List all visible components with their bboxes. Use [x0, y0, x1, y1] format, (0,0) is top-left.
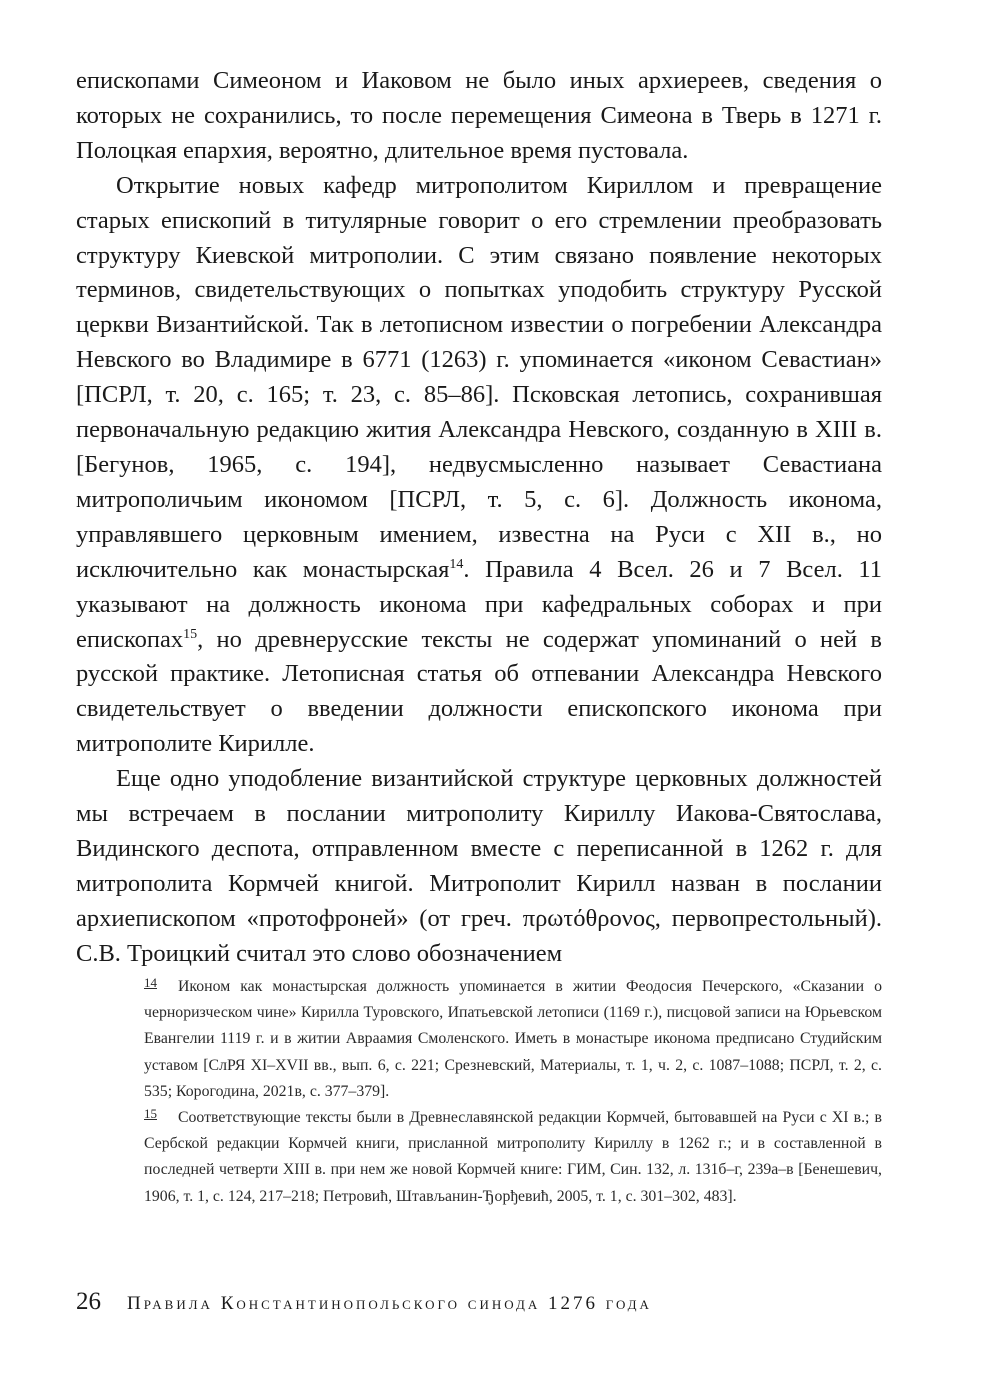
paragraph-3: Еще одно уподобление византийской структуре церковных должностей мы встречаем в послании митрополиту Кириллу Иакова-Святослава, Видинского деспота, отправленном вместе с переписанной в 1262 г. для митрополита Кормчей книгой. Митрополит Кирилл назван в послании архиепископом «протофроней» (от греч. πρωτόθρονος, первопрестольный). С.В. Троицкий считал это слово обозначением	[76, 765, 882, 967]
paragraph-2-part-a: Открытие новых кафедр митрополитом Кириллом и превращение старых епископий в титулярные говорит о его стремлении преобразовать структуру Киевской митрополии. С этим связано появление некоторых терминов, свидетельствующих о попытках уподобить структуру Русской церкви Византийской. Так в летописном известии о погребении Александра Невского во Владимире в 6771 (1263) г. упоминается «иконом Севастиан» [ПСРЛ, т. 20, с. 165; т. 23, с. 85–86]. Псковская летопись, сохранившая первоначальную редакцию жития Александра Невского, созданную в XIII в. [Бегунов, 1965, с. 194], недвусмысленно называет Севастиана митрополичьим икономом [ПСРЛ, т. 5, с. 6]. Должность иконома, управлявшего церковным имением, известна на Руси с XII в., но исключительно как монастырская	[76, 171, 882, 583]
paragraph-2	[76, 169, 882, 762]
footnote-15	[144, 1105, 882, 1210]
paragraph-2-part-c: , но древнерусские тексты не содержат упоминаний о ней в русской практике. Летописная статья об отпевании Александра Невского свидетельствует о введении должности епископского иконома при митрополите Кирилле.	[76, 625, 882, 758]
footnote-number: 15	[144, 1106, 157, 1122]
footnote-ref-15[interactable]: 15	[183, 626, 198, 642]
footnote-number: 14	[144, 975, 157, 990]
footnotes	[144, 974, 882, 1210]
book-title: Правила Константинопольского синода 1276 года	[127, 1293, 652, 1314]
footnote-text: Иконом как монастырская должность упоминается в житии Феодосия Печерского, «Сказании о черноризческом чине» Кирилла Туровского, Ипатьевской летописи (1169 г.), писцовой записи на Юрьевском Евангелии 1119 г. и в житии Авраамия Смоленского. Иметь в монастыре иконома предписано Студийским уставом [СлРЯ XI–XVII вв., вып. 6, с. 221; Срезневский, Материалы, т. 1, ч. 2, с. 1087–1088; ПСРЛ, т. 2, с. 535; Корогодина, 2021в, с. 377–379].	[144, 978, 882, 1100]
paragraph-2-part-b: . Правила 4 Всел. 26 и 7 Всел. 11 указывают на должность иконома при кафедральных соборах и при епископах	[76, 555, 882, 653]
running-footer	[76, 1288, 882, 1316]
footnote-text: Соответствующие тексты были в Древнеславянской редакции Кормчей, бытовавшей на Руси с XI в.; в Сербской редакции Кормчей книги, присланной митрополиту Кириллу в 1262 г.; и в составленной в последней четверти XIII в. при нем же новой Кормчей книге: ГИМ, Син. 132, л. 131б–г, 239а–в [Бенешевич, 1906, т. 1, с. 124, 217–218; Петровић, Штављанин-Ђорђевић, 2005, т. 1, с. 301–302, 483].	[144, 1109, 882, 1205]
footnote-14	[144, 974, 882, 1105]
paragraph-1: епископами Симеоном и Иаковом не было иных архиереев, сведения о которых не сохранились, то после перемещения Симеона в Тверь в 1271 г. Полоцкая епархия, вероятно, длительное время пустовала.	[76, 67, 882, 164]
page-number: 26	[76, 1288, 101, 1315]
footnote-ref-14[interactable]: 14	[449, 556, 464, 572]
main-text	[76, 64, 882, 972]
